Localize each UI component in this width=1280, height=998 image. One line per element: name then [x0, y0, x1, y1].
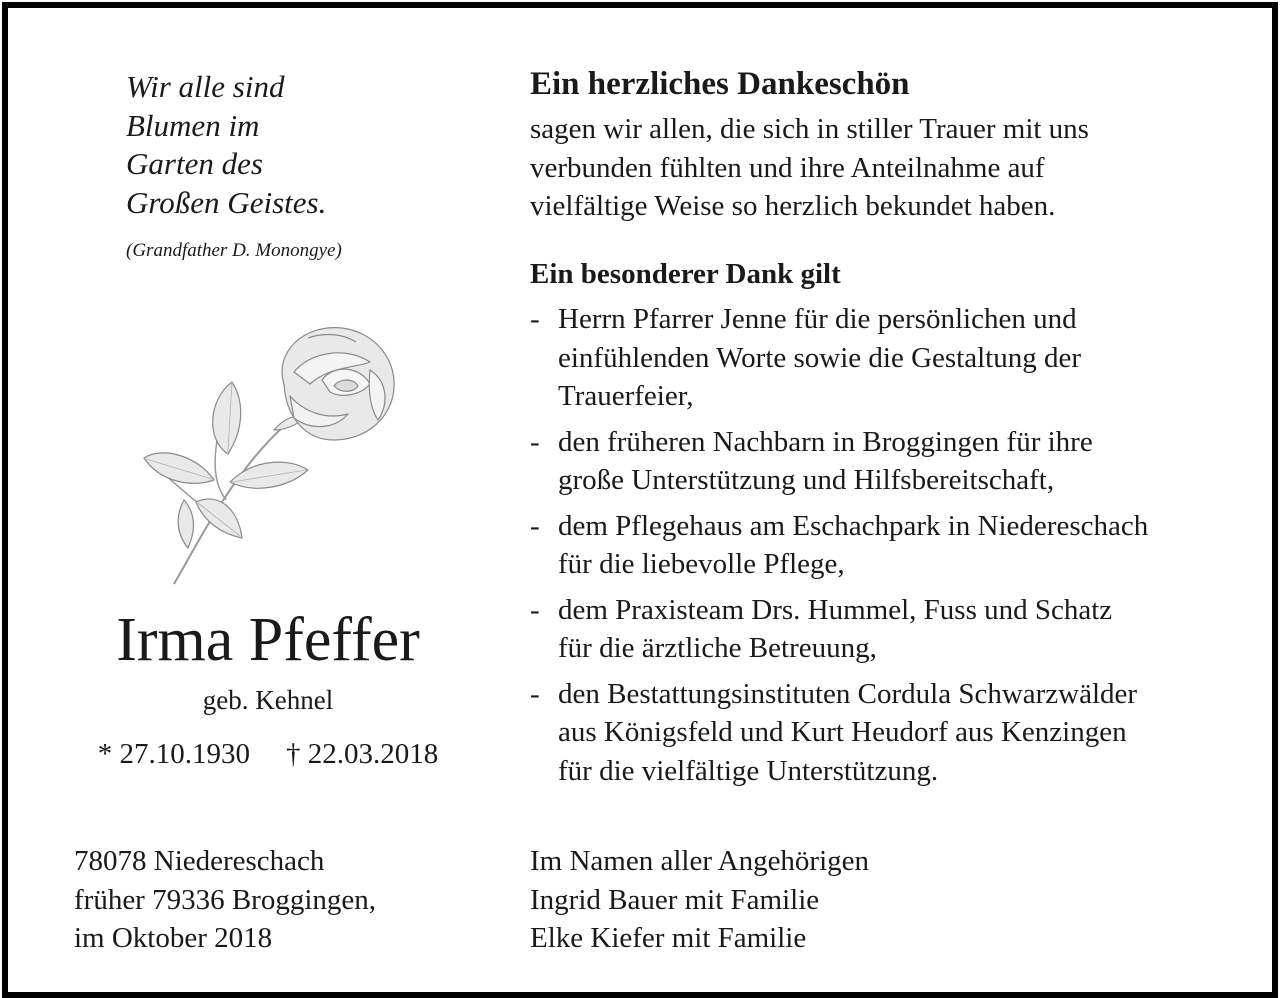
- bullet-dash: -: [530, 593, 540, 626]
- intro-line: vielfältige Weise so herzlich bekundet haben.: [530, 190, 1056, 222]
- signature: [530, 842, 1250, 958]
- item-line: dem Pflegehaus am Eschachpark in Niedereschach: [558, 509, 1149, 542]
- list-item: [530, 591, 1250, 668]
- poem-line: Garten des: [126, 146, 263, 181]
- list-item: [530, 675, 1250, 791]
- poem-line: Wir alle sind: [126, 69, 285, 104]
- bullet-dash: -: [530, 677, 540, 710]
- poem: [126, 68, 446, 222]
- signature-line: Ingrid Bauer mit Familie: [530, 883, 820, 916]
- item-line: dem Praxisteam Drs. Hummel, Fuss und Schatz: [558, 593, 1113, 626]
- item-line: für die ärztliche Betreuung,: [558, 632, 877, 664]
- bullet-dash: -: [530, 509, 540, 542]
- obituary-card: [2, 2, 1278, 998]
- thanks-list: [530, 300, 1250, 797]
- poem-line: Blumen im: [126, 107, 260, 143]
- item-line: aus Königsfeld und Kurt Heudorf aus Kenzingen: [558, 716, 1127, 748]
- intro-line: verbunden fühlten und ihre Anteilnahme auf: [530, 151, 1045, 184]
- poem-line: Großen Geistes.: [126, 184, 327, 220]
- item-line: Herrn Pfarrer Jenne für die persönlichen und: [558, 303, 1077, 335]
- item-line: für die vielfältige Unterstützung.: [558, 754, 939, 787]
- item-line: den Bestattungsinstituten Cordula Schwarzwälder: [558, 677, 1138, 710]
- item-line: einfühlenden Worte sowie die Gestaltung der: [558, 341, 1082, 374]
- deceased-name: Irma Pfeffer: [116, 606, 420, 674]
- death-date: † 22.03.2018: [286, 738, 439, 770]
- place-line: im Oktober 2018: [74, 922, 273, 954]
- item-line: große Unterstützung und Hilfsbereitschaft,: [558, 464, 1055, 496]
- poem-attribution: (Grandfather D. Monongye): [126, 240, 342, 261]
- rose-icon: [134, 322, 404, 592]
- list-item: [530, 507, 1250, 584]
- place-line: früher 79336 Broggingen,: [74, 883, 377, 916]
- thanks-heading: Ein herzliches Dankeschön: [530, 66, 910, 102]
- life-dates: [28, 734, 508, 774]
- list-item: [530, 423, 1250, 500]
- maiden-name: geb. Kehnel: [202, 685, 334, 715]
- special-thanks-heading: Ein besonderer Dank gilt: [530, 258, 841, 290]
- signature-line: Im Namen aller Angehörigen: [530, 845, 870, 877]
- item-line: für die liebevolle Pflege,: [558, 548, 845, 580]
- thanks-intro: [530, 110, 1250, 226]
- birth-date: * 27.10.1930: [97, 738, 250, 770]
- bullet-dash: -: [530, 425, 540, 458]
- item-line: Trauerfeier,: [558, 380, 694, 412]
- place-and-date: [74, 842, 494, 958]
- signature-line: Elke Kiefer mit Familie: [530, 922, 807, 954]
- place-line: 78078 Niedereschach: [74, 845, 325, 877]
- list-item: [530, 300, 1250, 416]
- item-line: den früheren Nachbarn in Broggingen für ihre: [558, 425, 1093, 458]
- bullet-dash: -: [530, 303, 540, 335]
- intro-line: sagen wir allen, die sich in stiller Trauer mit uns: [530, 113, 1089, 145]
